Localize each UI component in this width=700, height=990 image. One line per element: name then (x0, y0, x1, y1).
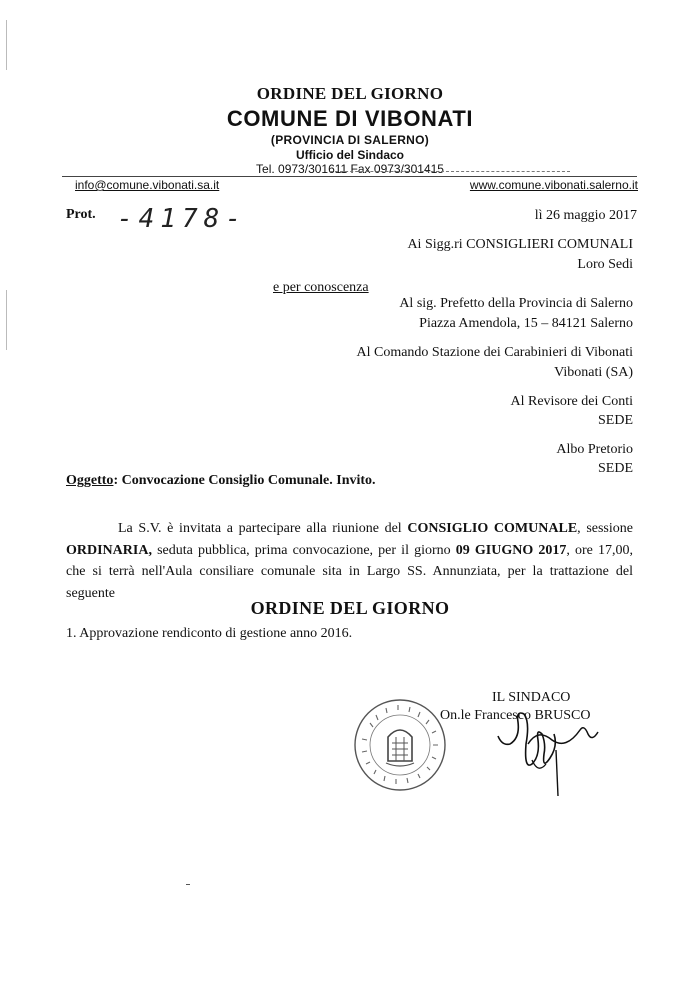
recipient-albo-sede: SEDE (598, 461, 633, 476)
official-stamp-icon (352, 697, 448, 793)
signatory-role: IL SINDACO (492, 690, 571, 705)
body-bold-date: 09 GIUGNO 2017 (455, 542, 567, 558)
body-text: , ore 17,00, che si terrà nell'Aula consiliare comunale sita in Largo SS. Annunziata, per la trattazione del seguente (66, 542, 633, 601)
ufficio-name: Ufficio del Sindaco (295, 148, 404, 162)
header-divider-dashed (330, 171, 570, 172)
protocol-label: Prot. (66, 207, 96, 222)
body-paragraph (66, 518, 633, 604)
body-bold-consiglio: CONSIGLIO COMUNALE (407, 521, 578, 536)
scan-margin-mark (6, 20, 8, 70)
subject-text: : Convocazione Consiglio Comunale. Invito. (113, 473, 376, 488)
signatory-name: On.le Francesco BRUSCO (440, 708, 591, 723)
body-text: , sessione (577, 521, 633, 536)
subject-label: Oggetto (66, 473, 114, 488)
body-bold-ordinaria: ORDINARIA, (66, 542, 152, 558)
header-title: ORDINE DEL GIORNO (256, 84, 444, 103)
body-text: seduta pubblica, prima convocazione, per il giorno (151, 542, 456, 558)
recipient-revisore: Al Revisore dei Conti (510, 394, 633, 409)
email-link[interactable]: info@comune.vibonati.sa.it (75, 178, 220, 192)
recipient-albo: Albo Pretorio (556, 442, 633, 457)
website-link[interactable]: www.comune.vibonati.salerno.it (469, 178, 638, 192)
agenda-item: 1. Approvazione rendiconto di gestione anno 2016. (66, 626, 353, 641)
recipient-prefetto-address: Piazza Amendola, 15 – 84121 Salerno (419, 316, 633, 331)
document-date: lì 26 maggio 2017 (534, 208, 637, 223)
recipient-carabinieri-city: Vibonati (SA) (554, 365, 633, 380)
recipient-revisore-sede: SEDE (598, 413, 633, 428)
cc-label: e per conoscenza (273, 280, 369, 295)
scan-margin-mark (6, 290, 8, 350)
stray-mark (186, 884, 190, 885)
subject-line (66, 473, 376, 489)
protocol-number: -4178- (117, 204, 247, 234)
agenda-title: ORDINE DEL GIORNO (250, 598, 450, 618)
recipient-prefetto: Al sig. Prefetto della Provincia di Salerno (399, 296, 633, 311)
handwritten-signature-icon (480, 700, 610, 800)
recipient-consiglieri: Ai Sigg.ri CONSIGLIERI COMUNALI (407, 237, 633, 252)
body-text: La S.V. è invitata a partecipare alla riunione del (118, 521, 408, 536)
provincia-name: (PROVINCIA DI SALERNO) (270, 133, 430, 147)
phone-fax: Tel. 0973/301611 Fax 0973/301415 (256, 162, 444, 176)
header-divider (62, 176, 637, 177)
recipient-consiglieri-sub: Loro Sedi (577, 257, 633, 272)
recipient-carabinieri: Al Comando Stazione dei Carabinieri di Vibonati (356, 345, 633, 360)
comune-name: COMUNE DI VIBONATI (226, 106, 474, 131)
